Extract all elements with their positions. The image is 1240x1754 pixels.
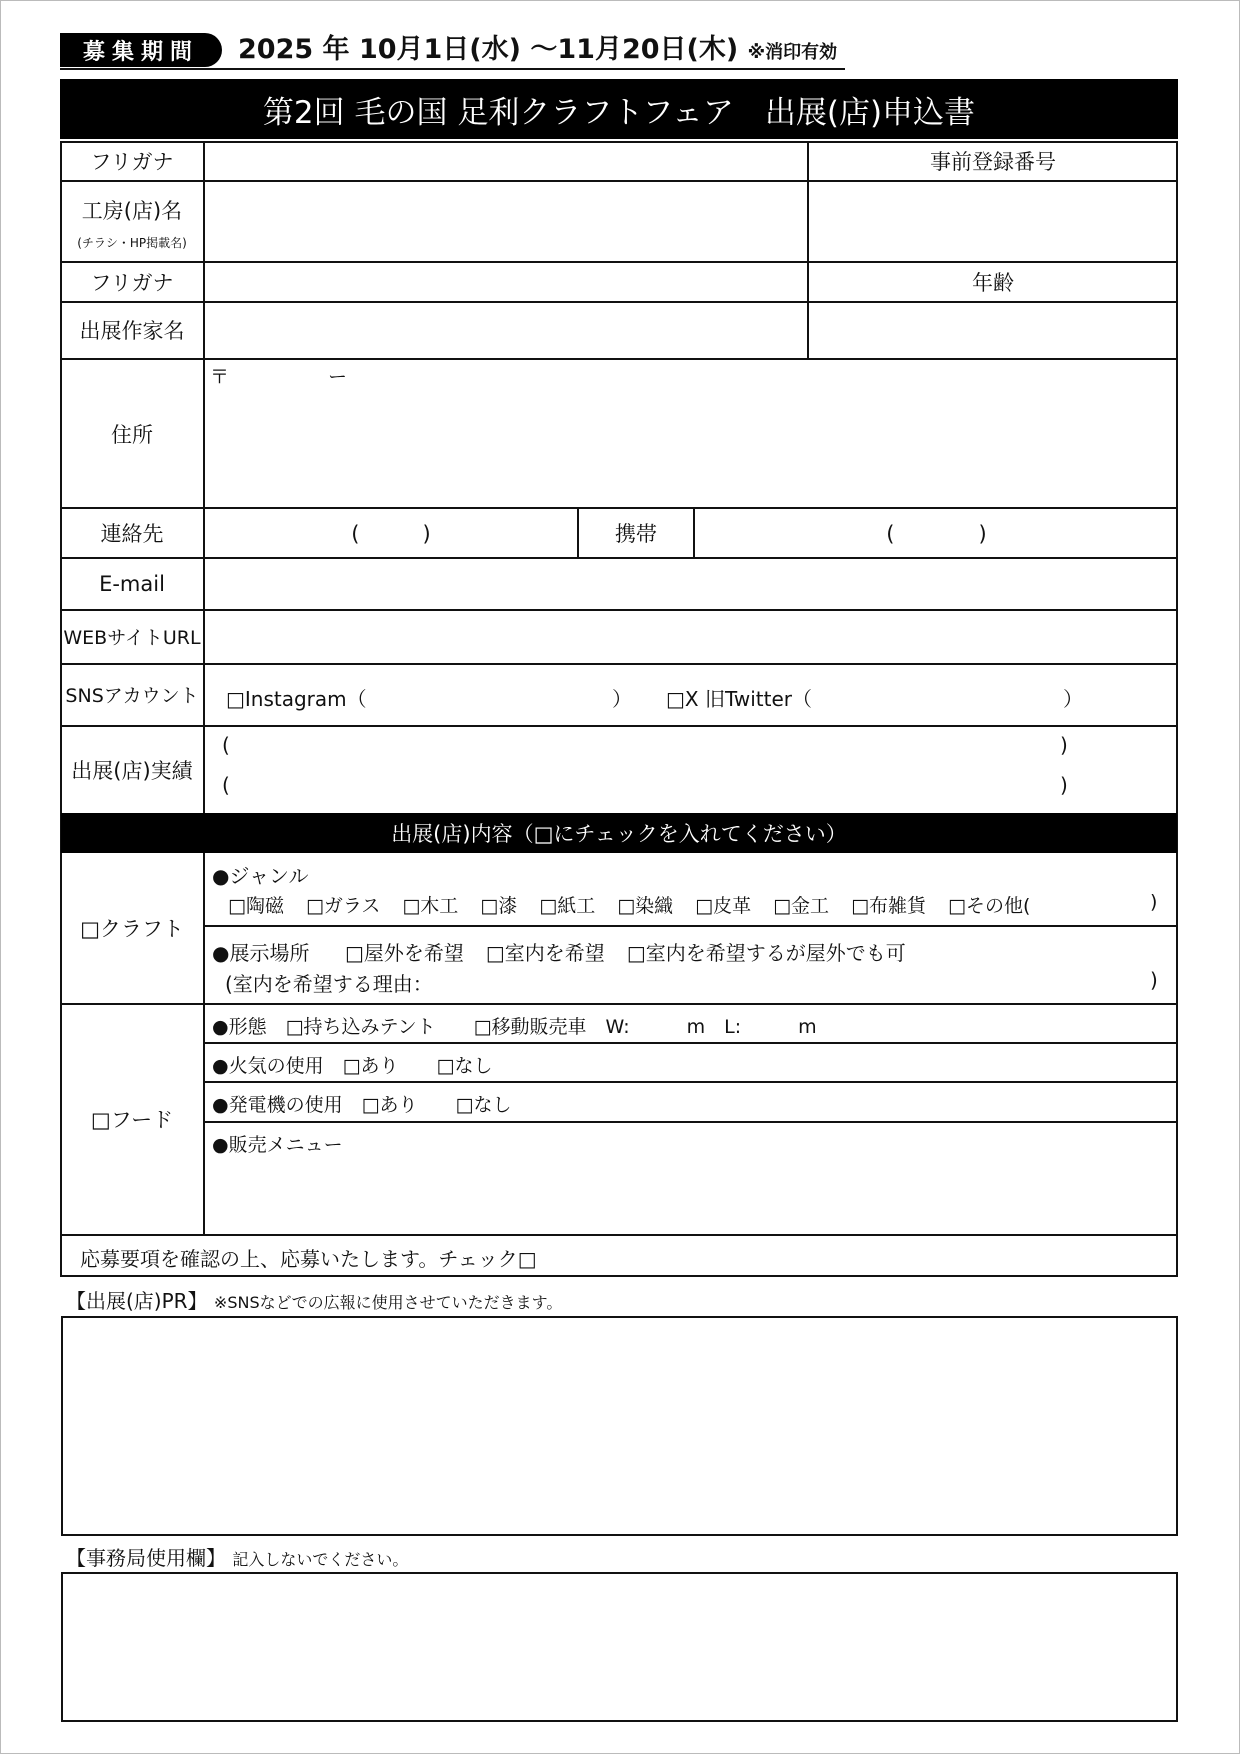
genre-option[interactable]: □陶磁	[228, 895, 284, 917]
postal-dash: ー	[328, 366, 348, 388]
record-input-2[interactable]	[230, 770, 1050, 806]
record-line-2-open: (	[222, 773, 230, 797]
mobile-input[interactable]: ( )	[886, 521, 987, 546]
genre-option[interactable]: □漆	[480, 895, 518, 917]
record-input-1[interactable]	[230, 730, 1050, 766]
address-input[interactable]	[205, 385, 1177, 505]
pr-label: 【出展(店)PR】	[66, 1289, 208, 1313]
website-label: WEBサイトURL	[63, 627, 201, 649]
genre-label: ●ジャンル	[212, 864, 309, 888]
email-label: E-mail	[99, 571, 165, 596]
twitter-label: □X 旧Twitter（	[666, 687, 812, 711]
pr-note: ※SNSなどでの広報に使用させていただきます。	[213, 1293, 563, 1312]
content-section-header: 出展(店)内容（□にチェックを入れてください）	[61, 813, 1177, 853]
artist-name-label: 出展作家名	[79, 319, 185, 343]
genre-option[interactable]: □染織	[617, 895, 674, 917]
address-label: 住所	[111, 422, 153, 447]
office-section	[66, 1542, 408, 1571]
office-label: 【事務局使用欄】	[66, 1546, 226, 1570]
age-label: 年齢	[972, 270, 1014, 295]
genre-option[interactable]: □金工	[773, 895, 830, 917]
application-period	[60, 30, 845, 70]
divider	[204, 1042, 1178, 1044]
website-input[interactable]	[205, 611, 1177, 663]
location-options	[345, 937, 906, 966]
menu-input[interactable]	[205, 1158, 1177, 1232]
divider	[60, 1234, 1178, 1236]
instagram-field[interactable]	[226, 683, 367, 712]
confirm-checkbox[interactable]: 応募要項を確認の上、応募いたします。チェック□	[80, 1247, 537, 1271]
record-label: 出展(店)実績	[71, 758, 193, 783]
genre-option[interactable]: □木工	[402, 895, 459, 917]
location-option[interactable]: □室内を希望するが屋外でも可	[626, 941, 906, 965]
location-label: ●展示場所	[212, 941, 310, 965]
form-title: 第2回 毛の国 足利クラフトフェア 出展(店)申込書	[60, 79, 1178, 139]
twitter-close: ）	[1063, 687, 1083, 711]
craft-checkbox[interactable]: □クラフト	[80, 917, 184, 941]
location-option[interactable]: □屋外を希望	[345, 941, 464, 965]
furigana-label: フリガナ	[90, 150, 174, 174]
location-option[interactable]: □室内を希望	[485, 941, 605, 965]
period-dates	[238, 30, 837, 73]
shop-name-label: 工房(店)名	[81, 199, 183, 223]
location-reason-close: )	[1150, 968, 1158, 992]
genre-options	[228, 891, 1030, 918]
record-line-1-close: )	[1060, 733, 1068, 757]
postal-mark: 〒	[210, 366, 230, 388]
genre-option[interactable]: □その他(	[948, 895, 1031, 917]
fire-usage[interactable]: ●火気の使用 □あり □なし	[212, 1055, 493, 1077]
genre-option[interactable]: □ガラス	[305, 895, 381, 917]
contact-label: 連絡先	[100, 521, 164, 546]
genre-option[interactable]: □皮革	[695, 895, 752, 917]
generator-usage[interactable]: ●発電機の使用 □あり □なし	[212, 1094, 512, 1116]
pr-section	[66, 1285, 562, 1314]
artist-name-input[interactable]	[205, 303, 807, 358]
food-form-type[interactable]: ●形態 □持ち込みテント □移動販売車 W: m L: m	[212, 1016, 817, 1038]
office-use-box	[61, 1572, 1178, 1722]
instagram-close: ）	[612, 687, 632, 711]
divider	[204, 1121, 1178, 1123]
genre-option[interactable]: □布雑貨	[851, 895, 927, 917]
divider	[60, 663, 1178, 665]
phone-input[interactable]: ( )	[351, 521, 431, 546]
record-line-1-open: (	[222, 733, 230, 757]
pr-input[interactable]	[61, 1316, 1178, 1536]
shop-name-note: (チラシ・HP掲載名)	[77, 235, 187, 250]
prereg-number-input[interactable]	[809, 182, 1177, 261]
period-text: 2025 年 10月1日(水) 〜11月20日(木)	[238, 34, 739, 65]
divider	[204, 925, 1178, 927]
food-checkbox[interactable]: □フード	[90, 1108, 174, 1132]
twitter-field[interactable]	[666, 683, 812, 712]
divider	[204, 1081, 1178, 1083]
period-note: ※消印有効	[747, 42, 838, 63]
email-input[interactable]	[205, 559, 1177, 609]
genre-option[interactable]: □紙工	[539, 895, 596, 917]
menu-label: ●販売メニュー	[212, 1134, 343, 1156]
record-line-2-close: )	[1060, 773, 1068, 797]
age-input[interactable]	[809, 303, 1177, 358]
mobile-label: 携帯	[615, 521, 657, 546]
sns-label: SNSアカウント	[65, 685, 199, 707]
furigana-label-2: フリガナ	[90, 270, 174, 295]
divider	[60, 358, 1178, 360]
genre-other-close: )	[1150, 891, 1158, 913]
prereg-number-label: 事前登録番号	[930, 150, 1056, 174]
office-note: 記入しないでください。	[232, 1550, 409, 1569]
divider	[60, 1003, 1178, 1005]
location-reason: (室内を希望する理由：	[225, 972, 433, 996]
divider	[60, 725, 1178, 727]
instagram-label: □Instagram（	[226, 687, 367, 711]
period-badge: 募集期間	[60, 33, 222, 67]
furigana-input[interactable]	[205, 182, 807, 261]
